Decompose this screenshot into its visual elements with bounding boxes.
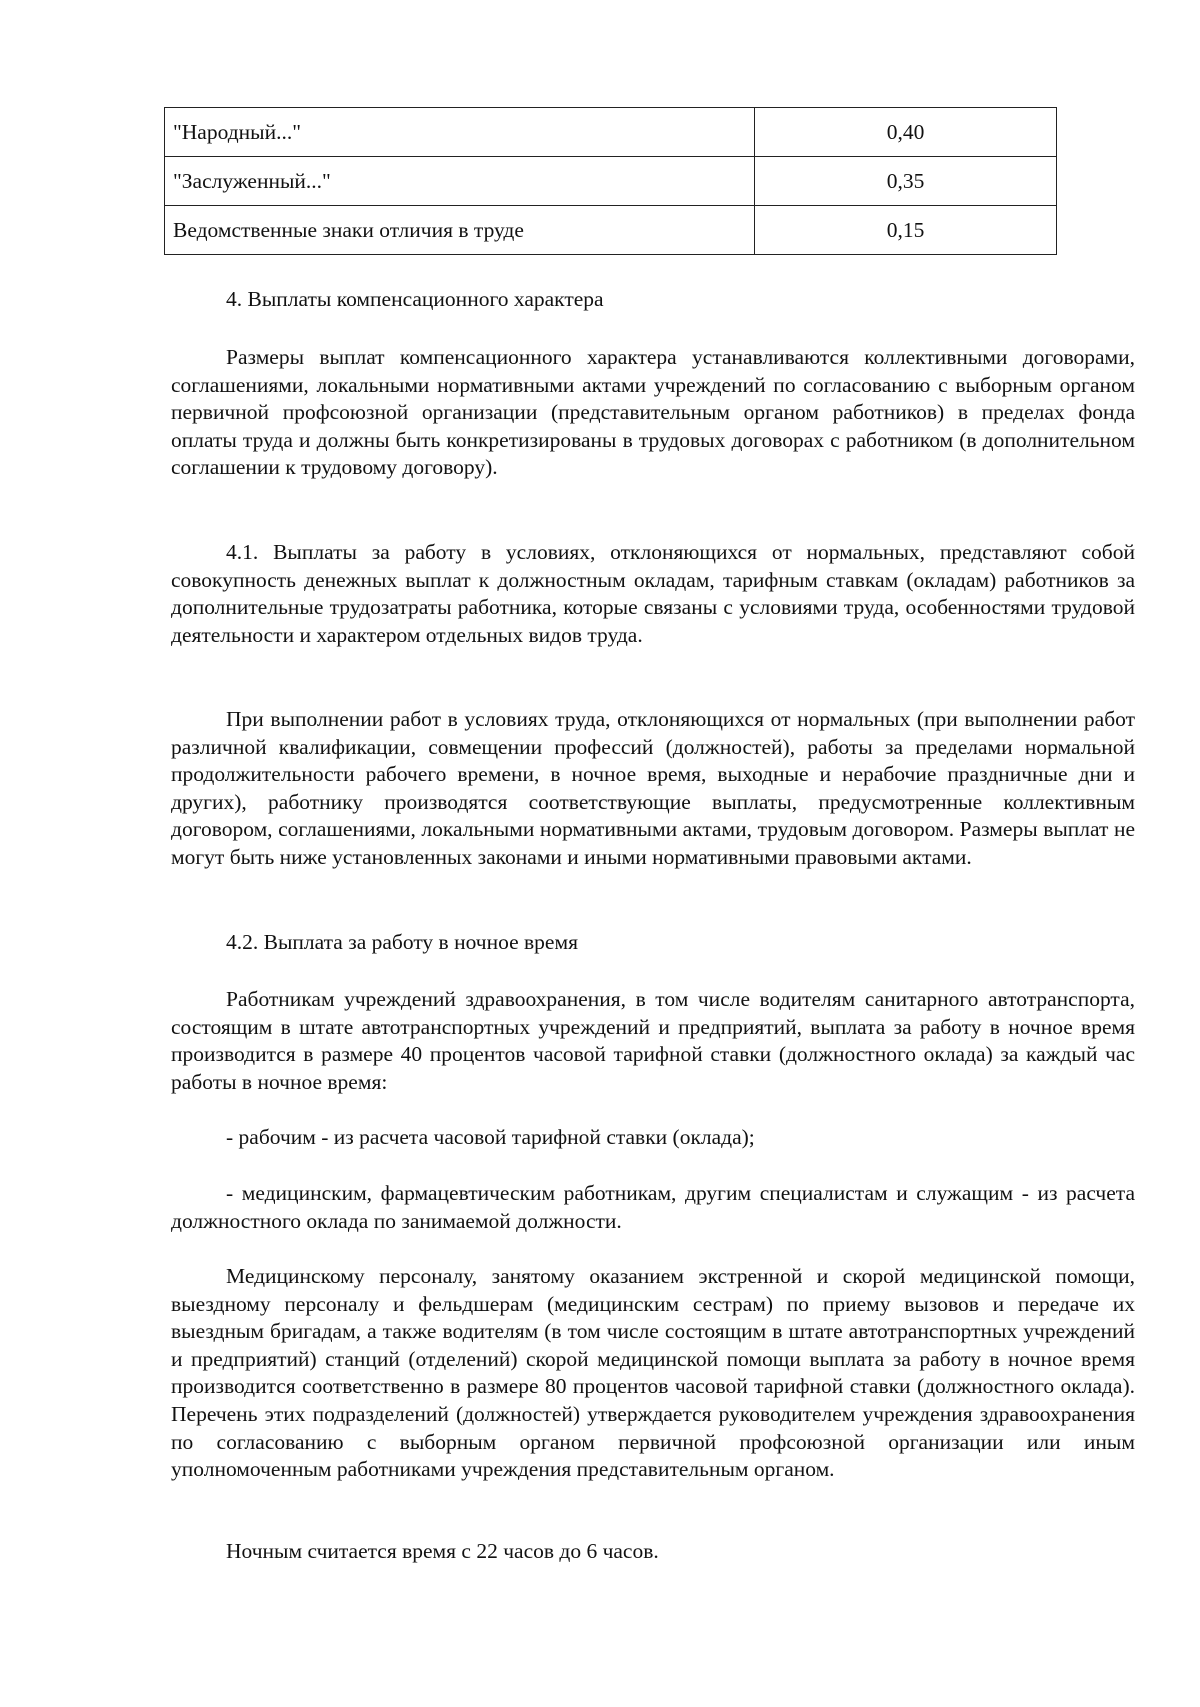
table-row	[165, 206, 1057, 255]
list-item-workers: - рабочим - из расчета часовой тарифной ставки (оклада);	[226, 1125, 755, 1149]
paragraph-compensation-sizes: Размеры выплат компенсационного характера устанавливаются коллективными договорами, соглашениями, локальными нормативными актами учреждений по согласованию с выборным органом первичной профсоюзной организации (представительным органом работников) в пределах фонда оплаты труда и должны быть конкретизированы в трудовых договорах с работником (в дополнительном соглашении к трудовому договору).	[171, 345, 1135, 480]
paragraph-4-1: 4.1. Выплаты за работу в условиях, отклоняющихся от нормальных, представляют собой совокупность денежных выплат к должностным окладам, тарифным ставкам (окладам) работников за дополнительные трудозатраты работника, которые связаны с условиями труда, особенностями трудовой деятельности и характером отдельных видов труда.	[171, 540, 1135, 647]
table-row	[165, 157, 1057, 206]
paragraph-emergency-medical: Медицинскому персоналу, занятому оказанием экстренной и скорой медицинской помощи, выездному персоналу и фельдшерам (медицинским сестрам) по приему вызовов и передаче их выездным бригадам, а также водителям (в том числе состоящим в штате автотранспортных учреждений и предприятий) станций (отделений) скорой медицинской помощи выплата за работу в ночное время производится соответственно в размере 80 процентов часовой тарифной ставки (должностного оклада). Перечень этих подразделений (должностей) утверждается руководителем учреждения здравоохранения по согласованию с выборным органом первичной профсоюзной организации или иным уполномоченным работниками учреждения представительным органом.	[171, 1264, 1135, 1482]
award-value-cell: 0,35	[755, 157, 1057, 206]
section-heading-4-2: 4.2. Выплата за работу в ночное время	[226, 930, 578, 954]
award-value-cell: 0,15	[755, 206, 1057, 255]
paragraph-abnormal-conditions: При выполнении работ в условиях труда, отклоняющихся от нормальных (при выполнении работ различной квалификации, совмещении профессий (должностей), работы за пределами нормальной продолжительности рабочего времени, в ночное время, выходные и нерабочие праздничные дни и других), работнику производятся соответствующие выплаты, предусмотренные коллективным договором, соглашениями, локальными нормативными актами, трудовым договором. Размеры выплат не могут быть ниже установленных законами и иными нормативными правовыми актами.	[171, 707, 1135, 869]
award-name-cell: "Народный..."	[165, 108, 755, 157]
section-heading-4: 4. Выплаты компенсационного характера	[226, 287, 604, 311]
awards-coefficient-table	[164, 107, 1057, 255]
list-item-medical-staff: - медицинским, фармацевтическим работникам, другим специалистам и служащим - из расчета должностного оклада по занимаемой должности.	[171, 1181, 1135, 1233]
table-row	[165, 108, 1057, 157]
paragraph-night-definition: Ночным считается время с 22 часов до 6 часов.	[226, 1539, 659, 1563]
award-name-cell: "Заслуженный..."	[165, 157, 755, 206]
paragraph-night-work: Работникам учреждений здравоохранения, в том числе водителям санитарного автотранспорта, состоящим в штате автотранспортных учреждений и предприятий, выплата за работу в ночное время производится в размере 40 процентов часовой тарифной ставки (должностного оклада) за каждый час работы в ночное время:	[171, 987, 1135, 1094]
award-name-cell: Ведомственные знаки отличия в труде	[165, 206, 755, 255]
award-value-cell: 0,40	[755, 108, 1057, 157]
